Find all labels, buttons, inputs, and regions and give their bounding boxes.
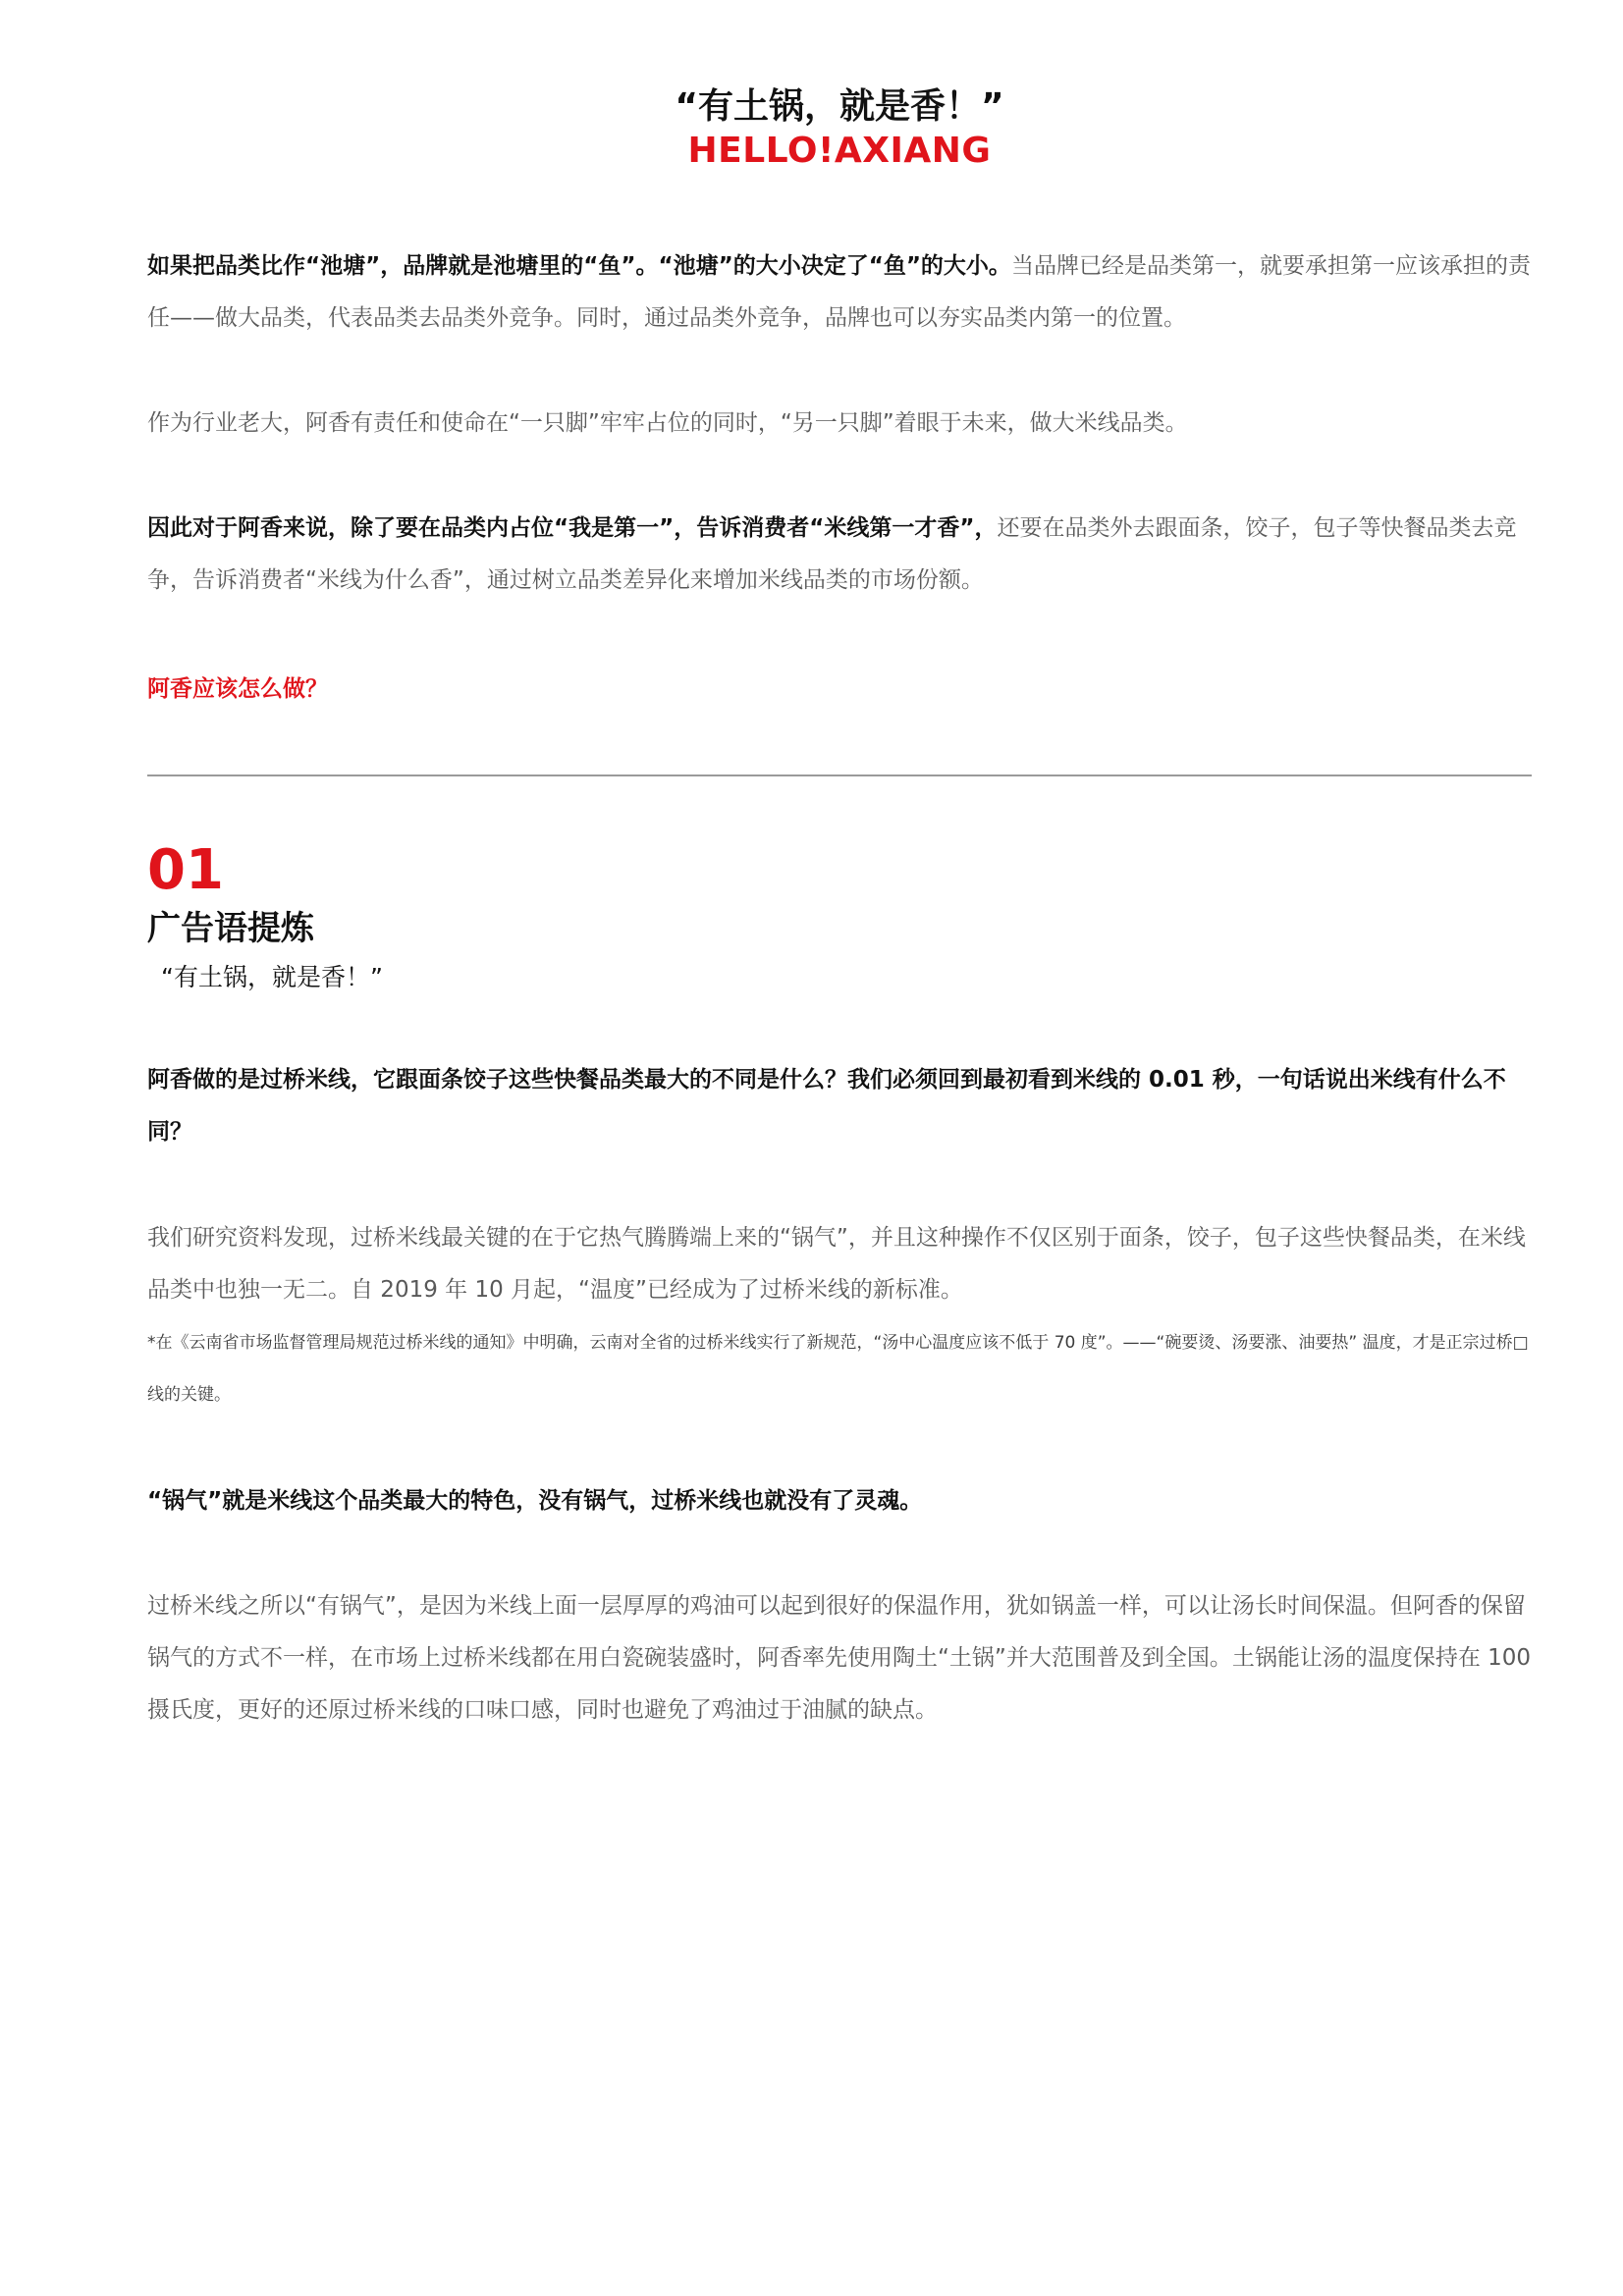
section-divider	[147, 774, 1532, 776]
page-title: “有土锅，就是香！”	[675, 86, 1004, 127]
page-subtitle: HELLO!AXIANG	[687, 131, 992, 171]
intro-paragraph-1	[147, 240, 1532, 345]
intro-paragraph-3-text: 还要在品类外去跟面条，饺子，包子等快餐品类去竞争，告诉消费者“米线为什么香”，通过树立品类差异化来增加米线品类的市场份额。	[147, 515, 1517, 593]
final-paragraph: 过桥米线之所以“有锅气”，是因为米线上面一层厚厚的鸡油可以起到很好的保温作用，犹如锅盖一样，可以让汤长时间保温。但阿香的保留锅气的方式不一样，在市场上过桥米线都在用白瓷碗装盛时，阿香率先使用陶土“土锅”并大范围普及到全国。土锅能让汤的温度保持在 100 摄氏度，更好的还原过桥米线的口味口感，同时也避免了鸡油过于油腻的缺点。	[147, 1593, 1532, 1723]
intro-paragraph-3	[147, 503, 1532, 607]
intro-question: 阿香应该怎么做？	[147, 676, 328, 702]
intro-paragraph-1-bold: 如果把品类比作“池塘”，品牌就是池塘里的“鱼”。“池塘”的大小决定了“鱼”的大小。	[147, 253, 1011, 279]
intro-paragraph-1-text: 当品牌已经是品类第一，就要承担第一应该承担的责任——做大品类，代表品类去品类外竞争。同时，通过品类外竞争，品牌也可以夯实品类内第一的位置。	[147, 253, 1531, 331]
intro-paragraph-3-bold: 因此对于阿香来说，除了要在品类内占位“我是第一”，告诉消费者“米线第一才香”，	[147, 515, 998, 541]
research-paragraph: 我们研究资料发现，过桥米线最关键的在于它热气腾腾端上来的“锅气”，并且这种操作不仅区别于面条，饺子，包子这些快餐品类，在米线品类中也独一无二。自 2019 年 10 月起，“温度”已经成为了过桥米线的新标准。	[147, 1225, 1526, 1303]
section-number: 01	[147, 838, 224, 902]
footnote: *在《云南省市场监督管理局规范过桥米线的通知》中明确，云南对全省的过桥米线实行了新规范，“汤中心温度应该不低于 70 度”。——“碗要烫、汤要涨、油要热” 温度，才是正宗过桥□线的关键。	[147, 1333, 1529, 1405]
intro-paragraph-2: 作为行业老大，阿香有责任和使命在“一只脚”牢牢占位的同时，“另一只脚”着眼于未来，做大米线品类。	[147, 410, 1188, 436]
section-slogan: “有土锅，就是香！”	[161, 963, 383, 991]
section-title: 广告语提炼	[147, 909, 314, 948]
section-question: 阿香做的是过桥米线，它跟面条饺子这些快餐品类最大的不同是什么？我们必须回到最初看到米线的 0.01 秒，一句话说出米线有什么不同？	[147, 1067, 1506, 1145]
key-point: “锅气”就是米线这个品类最大的特色，没有锅气，过桥米线也就没有了灵魂。	[147, 1488, 923, 1514]
